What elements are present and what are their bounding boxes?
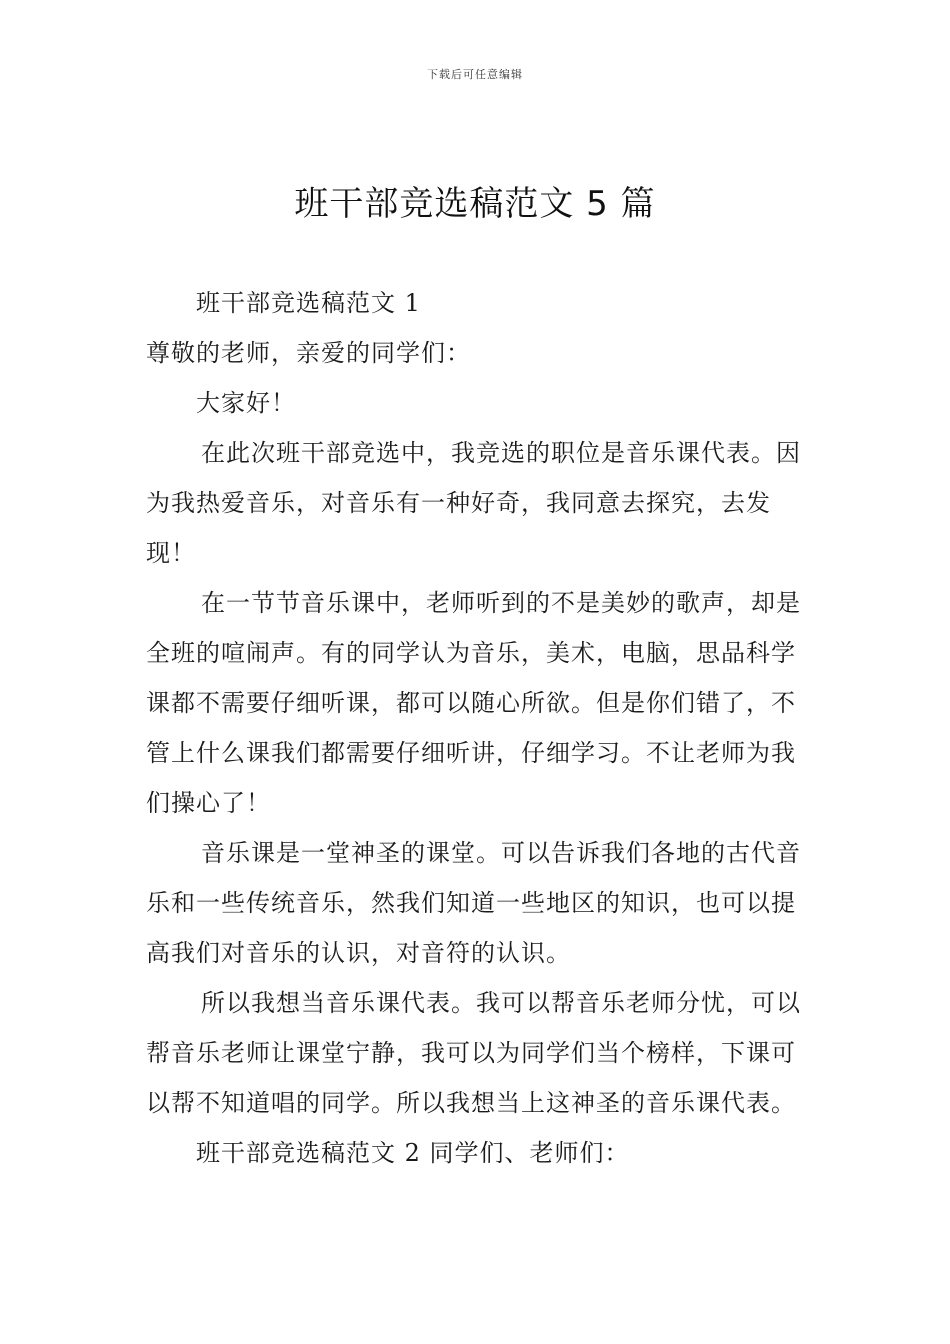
salutation: 尊敬的老师，亲爱的同学们：	[146, 339, 471, 367]
paragraph: 音乐课是一堂神圣的课堂。可以告诉我们各地的古代音乐和一些传统音乐，然我们知道一些地区的知识，也可以提高我们对音乐的认识，对音符的认识。	[146, 839, 801, 967]
document-title: 班干部竞选稿范文 5 篇	[294, 184, 656, 224]
section-heading-2: 班干部竞选稿范文 2 同学们、老师们：	[196, 1139, 630, 1167]
greeting: 大家好！	[196, 389, 296, 417]
section-heading-1: 班干部竞选稿范文 1	[196, 289, 421, 317]
document-body	[146, 278, 810, 1178]
header-note: 下载后可任意编辑	[427, 68, 523, 81]
paragraph: 所以我想当音乐课代表。我可以帮音乐老师分忧，可以帮音乐老师让课堂宁静，我可以为同学们当个榜样，下课可以帮不知道唱的同学。所以我想当上这神圣的音乐课代表。	[146, 989, 801, 1117]
paragraph: 在一节节音乐课中，老师听到的不是美妙的歌声，却是全班的喧闹声。有的同学认为音乐，美术，电脑，思品科学课都不需要仔细听课，都可以随心所欲。但是你们错了，不管上什么课我们都需要仔细听讲，仔细学习。不让老师为我们操心了！	[146, 589, 801, 817]
paragraph: 在此次班干部竞选中，我竞选的职位是音乐课代表。因为我热爱音乐，对音乐有一种好奇，我同意去探究，去发现！	[146, 439, 801, 567]
